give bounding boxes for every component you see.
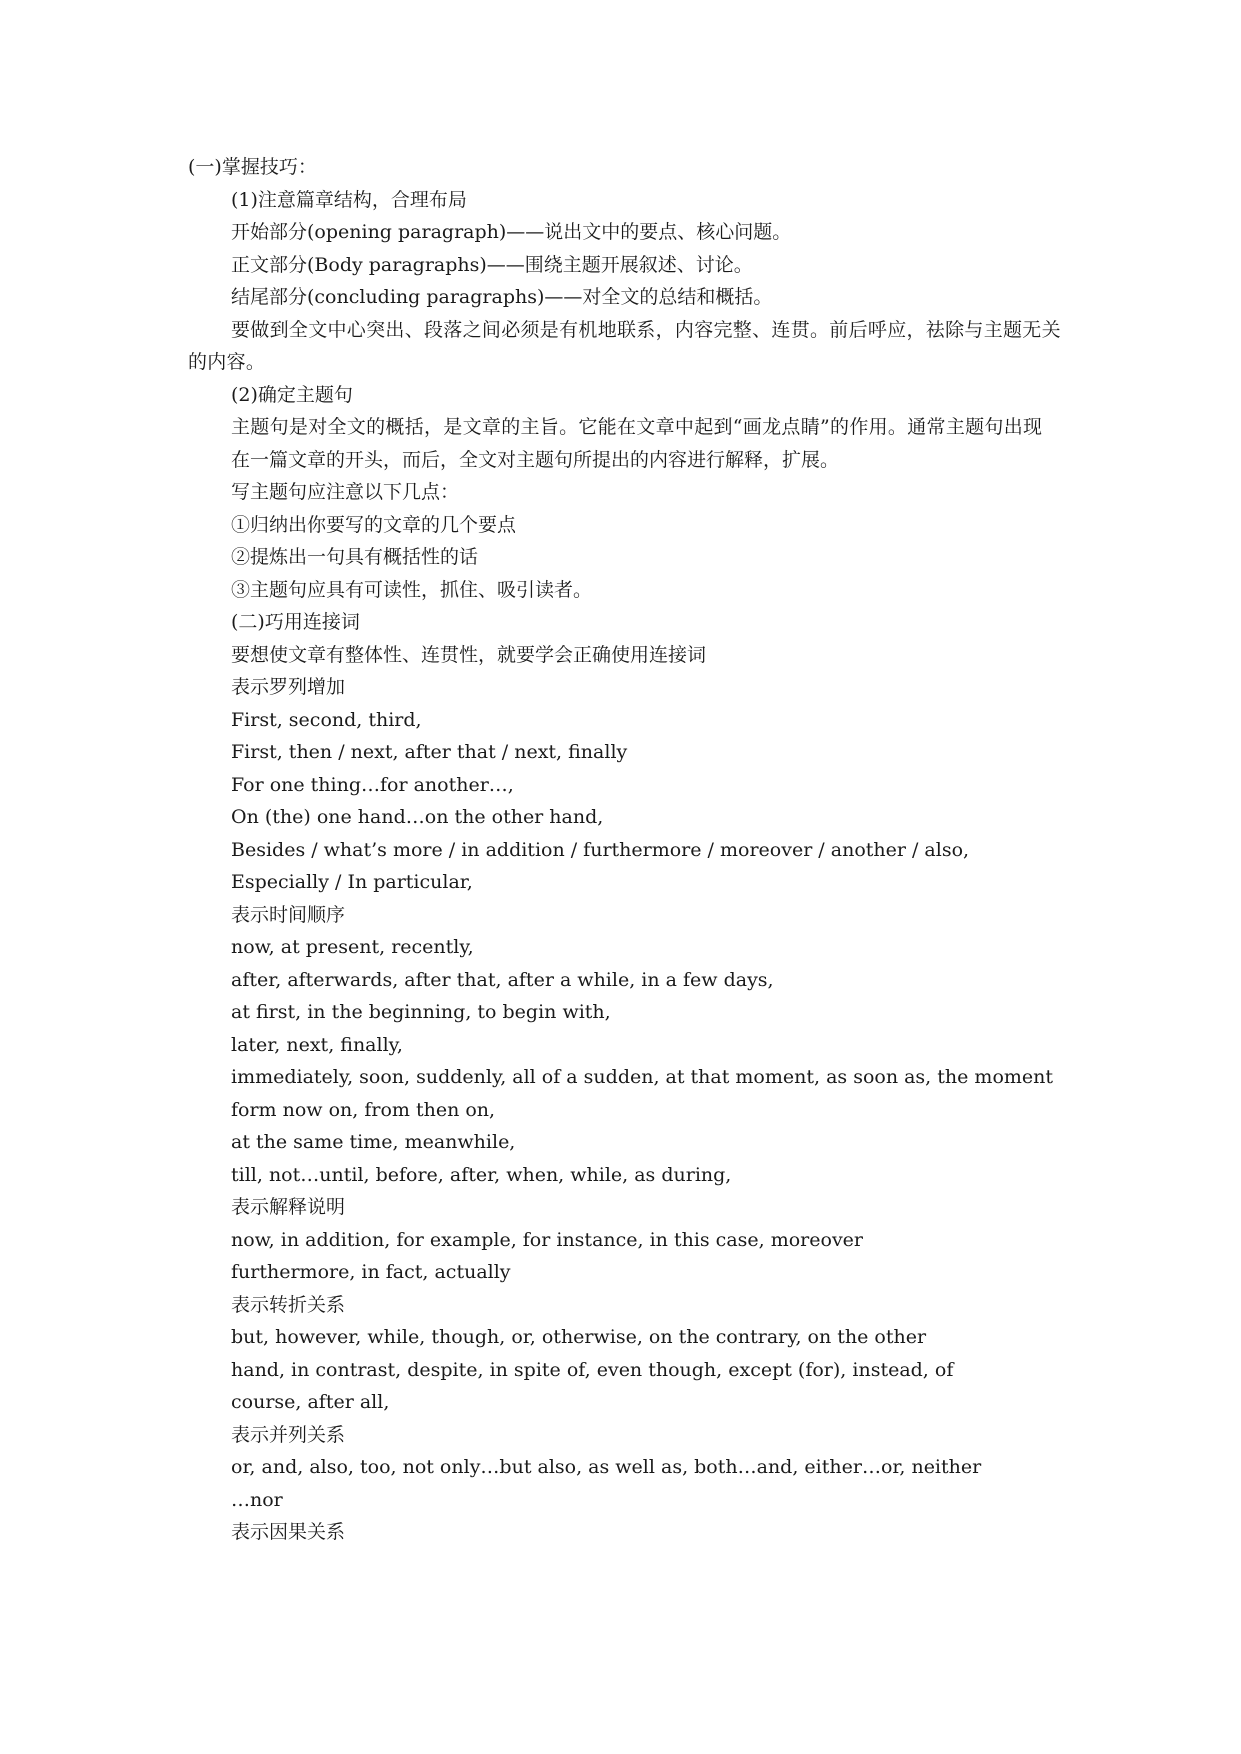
paragraph-line: 要想使文章有整体性、连贯性，就要学会正确使用连接词 <box>231 643 707 666</box>
connective-line: after, afterwards, after that, after a while, in a few days, <box>231 968 774 991</box>
subheading-structure: (1)注意篇章结构，合理布局 <box>231 188 467 211</box>
connective-line: …nor <box>231 1488 283 1511</box>
connective-line: immediately, soon, suddenly, all of a sudden, at that moment, as soon as, the moment <box>231 1066 1054 1088</box>
category-heading-time: 表示时间顺序 <box>231 903 346 926</box>
connective-line: furthermore, in fact, actually <box>231 1261 511 1283</box>
connective-line: course, after all, <box>231 1391 390 1413</box>
paragraph-line: 开始部分(opening paragraph)——说出文中的要点、核心问题。 <box>231 221 792 243</box>
paragraph-topic-sentence: 主题句是对全文的概括，是文章的主旨。它能在文章中起到“画龙点睛”的作用。通常主题句出现 <box>231 416 1043 438</box>
connective-line: till, not…until, before, after, when, while, as during, <box>231 1163 732 1186</box>
list-item: ②提炼出一句具有概括性的话 <box>231 546 479 568</box>
connective-line: Especially / In particular, <box>231 871 473 893</box>
paragraph-line: 写主题句应注意以下几点： <box>231 481 460 503</box>
category-heading-parallel: 表示并列关系 <box>231 1423 346 1446</box>
connective-line: at first, in the beginning, to begin with, <box>231 1001 611 1023</box>
section-heading-skills: (一)掌握技巧： <box>188 156 317 178</box>
paragraph-line: 正文部分(Body paragraphs)——围绕主题开展叙述、讨论。 <box>231 253 753 276</box>
connective-line: now, at present, recently, <box>231 936 474 958</box>
connective-line: form now on, from then on, <box>231 1098 496 1121</box>
connective-line: now, in addition, for example, for instance, in this case, moreover <box>231 1228 864 1251</box>
connective-line: but, however, while, though, or, otherwise, on the contrary, on the other <box>231 1326 927 1348</box>
paragraph-coherence: 要做到全文中心突出、段落之间必须是有机地联系，内容完整、连贯。前后呼应，祛除与主题无关的内容。 <box>188 318 1061 373</box>
connective-line: For one thing…for another…, <box>231 773 514 796</box>
connective-line: On (the) one hand…on the other hand, <box>231 806 604 828</box>
subheading-topic-sentence: (2)确定主题句 <box>231 383 353 406</box>
category-heading-contrast: 表示转折关系 <box>231 1293 346 1316</box>
connective-line: First, then / next, after that / next, finally <box>231 741 628 763</box>
connective-line: later, next, finally, <box>231 1033 403 1056</box>
connective-line: Besides / what’s more / in addition / furthermore / moreover / another / also, <box>231 838 970 861</box>
paragraph-line: 结尾部分(concluding paragraphs)——对全文的总结和概括。 <box>231 286 773 308</box>
connective-line: or, and, also, too, not only…but also, as well as, both…and, either…or, neither <box>231 1456 982 1478</box>
category-heading-listing: 表示罗列增加 <box>231 676 346 698</box>
connective-line: hand, in contrast, despite, in spite of, even though, except (for), instead, of <box>231 1358 954 1381</box>
list-item: ③主题句应具有可读性，抓住、吸引读者。 <box>231 578 593 601</box>
connective-line: at the same time, meanwhile, <box>231 1131 516 1153</box>
section-heading-connectives: (二)巧用连接词 <box>231 611 360 633</box>
paragraph-line: 在一篇文章的开头，而后，全文对主题句所提出的内容进行解释，扩展。 <box>231 448 840 471</box>
list-item: ①归纳出你要写的文章的几个要点 <box>231 513 517 536</box>
connective-line: First, second, third, <box>231 708 422 731</box>
document-body <box>188 151 1064 1549</box>
category-heading-explanation: 表示解释说明 <box>231 1196 346 1218</box>
category-heading-cause-effect: 表示因果关系 <box>231 1521 346 1543</box>
